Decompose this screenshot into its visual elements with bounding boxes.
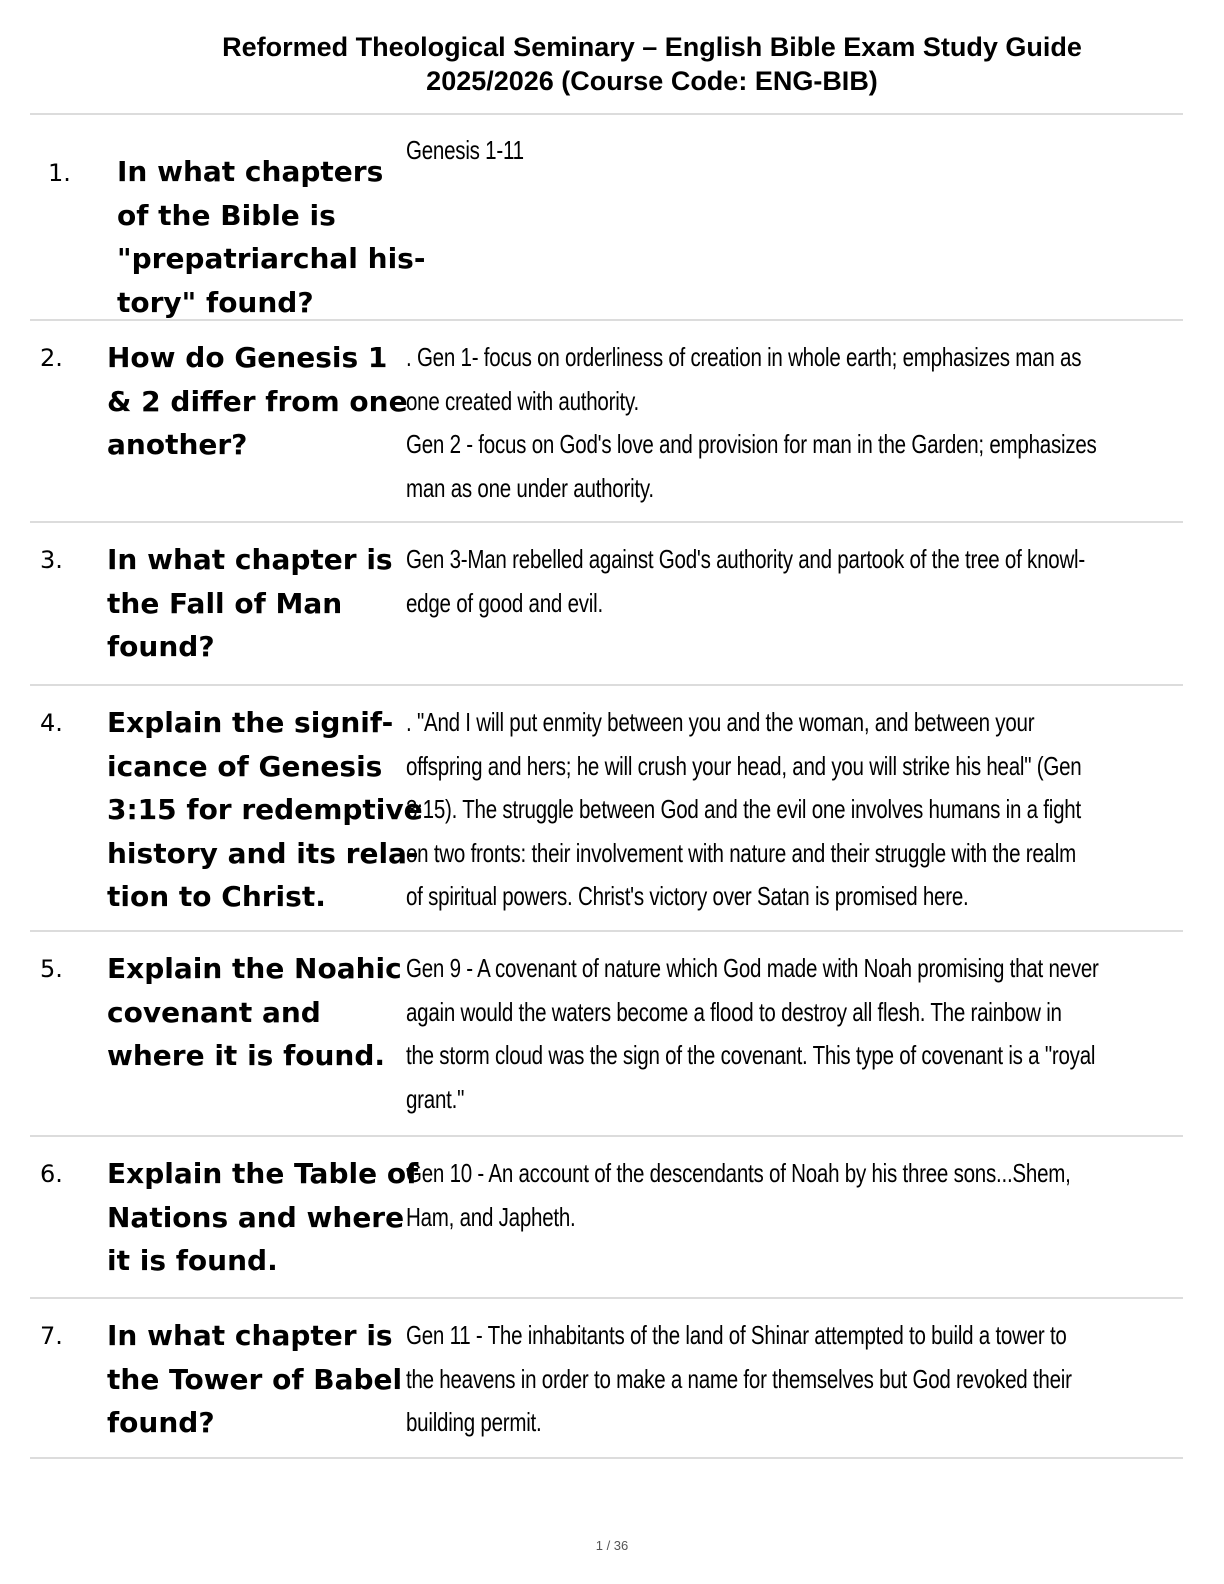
question-line: Explain the Table of <box>107 1157 419 1190</box>
answer-line: Gen 11 - The inhabitants of the land of Shinar attempted to build a tower to <box>406 1320 1067 1350</box>
question-line: found? <box>107 1406 215 1439</box>
answer-text <box>406 701 1082 919</box>
qa-item <box>30 521 1183 684</box>
qa-item <box>30 684 1183 930</box>
answer-line: offspring and hers; he will crush your head, and you will strike his heal" (Gen <box>406 750 1082 781</box>
answer-line: edge of good and evil. <box>406 587 603 618</box>
answer-line: on two fronts: their involvement with nature and their struggle with the realm <box>406 837 1076 868</box>
question-line: tory" found? <box>117 285 314 319</box>
answer-line: man as one under authority. <box>406 472 654 503</box>
question-line: Nations and where <box>107 1200 405 1234</box>
question-text <box>107 947 407 1078</box>
answer-line: Genesis 1-11 <box>406 135 524 165</box>
answer-line: Gen 10 - An account of the descendants of Noah by his three sons...Shem, <box>406 1158 1071 1188</box>
answer-text <box>406 129 1022 173</box>
question-line: it is found. <box>107 1244 278 1277</box>
question-line: In what chapter is <box>107 1319 393 1352</box>
answer-line: grant." <box>406 1083 465 1114</box>
answer-line: of spiritual powers. Christ's victory over Satan is promised here. <box>406 881 969 911</box>
question-line: found? <box>107 630 215 663</box>
question-line: In what chapters <box>117 155 384 188</box>
question-line: Explain the signif- <box>107 706 394 739</box>
answer-line: Gen 9 - A covenant of nature which God made with Noah promising that never <box>406 953 1099 983</box>
qa-item <box>30 113 1183 319</box>
item-number: 1. <box>48 159 71 187</box>
question-line: covenant and <box>107 995 321 1029</box>
item-number: 4. <box>40 709 63 737</box>
question-line: icance of Genesis <box>107 749 383 783</box>
question-text <box>117 150 426 324</box>
answer-line: Ham, and Japheth. <box>406 1201 576 1232</box>
answer-line: one created with authority. <box>406 385 640 416</box>
qa-item <box>30 1297 1183 1459</box>
answer-line: the storm cloud was the sign of the covenant. This type of covenant is a "royal <box>406 1040 1096 1070</box>
question-line: the Fall of Man <box>107 586 343 620</box>
question-line: history and its rela- <box>107 836 419 870</box>
answer-line: . "And I will put enmity between you and the woman, and between your <box>406 707 1035 737</box>
question-line: the Tower of Babel <box>107 1362 403 1396</box>
title-line-2: 2025/2026 (Course Code: ENG-BIB) <box>426 66 878 96</box>
answer-text <box>406 1152 1071 1239</box>
question-text <box>107 1152 419 1283</box>
item-number: 2. <box>40 344 63 372</box>
answer-text <box>406 336 1097 510</box>
answer-line: building permit. <box>406 1407 542 1437</box>
question-line: & 2 differ from one <box>107 384 408 418</box>
answer-line: Gen 3-Man rebelled against God's authority and partook of the tree of knowl- <box>406 544 1085 574</box>
qa-list <box>30 113 1183 1459</box>
question-line: tion to Christ. <box>107 880 326 913</box>
qa-item <box>30 319 1183 521</box>
title-line-1: Reformed Theological Seminary – English Bible Exam Study Guide <box>222 32 1082 62</box>
question-line: In what chapter is <box>107 543 393 576</box>
answer-line: . Gen 1- focus on orderliness of creation in whole earth; emphasizes man as <box>406 342 1082 372</box>
item-number: 6. <box>40 1160 63 1188</box>
question-line: another? <box>107 428 248 461</box>
question-line: Explain the Noahic <box>107 952 402 985</box>
qa-item <box>30 930 1183 1135</box>
answer-text <box>406 538 1085 625</box>
answer-line: again would the waters become a flood to destroy all flesh. The rainbow in <box>406 996 1062 1027</box>
question-text <box>107 538 407 669</box>
question-text <box>107 1314 407 1445</box>
question-line: where it is found. <box>107 1039 386 1072</box>
answer-text <box>406 1314 1072 1445</box>
question-line: 3:15 for redemptive <box>107 793 423 826</box>
qa-item <box>30 1135 1183 1297</box>
answer-line: 3:15). The struggle between God and the evil one involves humans in a fight <box>406 794 1081 824</box>
question-text <box>107 336 407 467</box>
question-line: "prepatriarchal his- <box>117 242 426 275</box>
page-indicator: 1 / 36 <box>595 1538 629 1553</box>
question-line: How do Genesis 1 <box>107 341 388 374</box>
question-line: of the Bible is <box>117 198 336 232</box>
question-text <box>107 701 423 919</box>
answer-line: the heavens in order to make a name for themselves but God revoked their <box>406 1363 1072 1394</box>
item-number: 7. <box>40 1322 63 1350</box>
item-number: 3. <box>40 546 63 574</box>
answer-line: Gen 2 - focus on God's love and provision for man in the Garden; emphasizes <box>406 429 1097 459</box>
answer-text <box>406 947 1099 1121</box>
page-title <box>150 30 1154 98</box>
item-number: 5. <box>40 955 63 983</box>
